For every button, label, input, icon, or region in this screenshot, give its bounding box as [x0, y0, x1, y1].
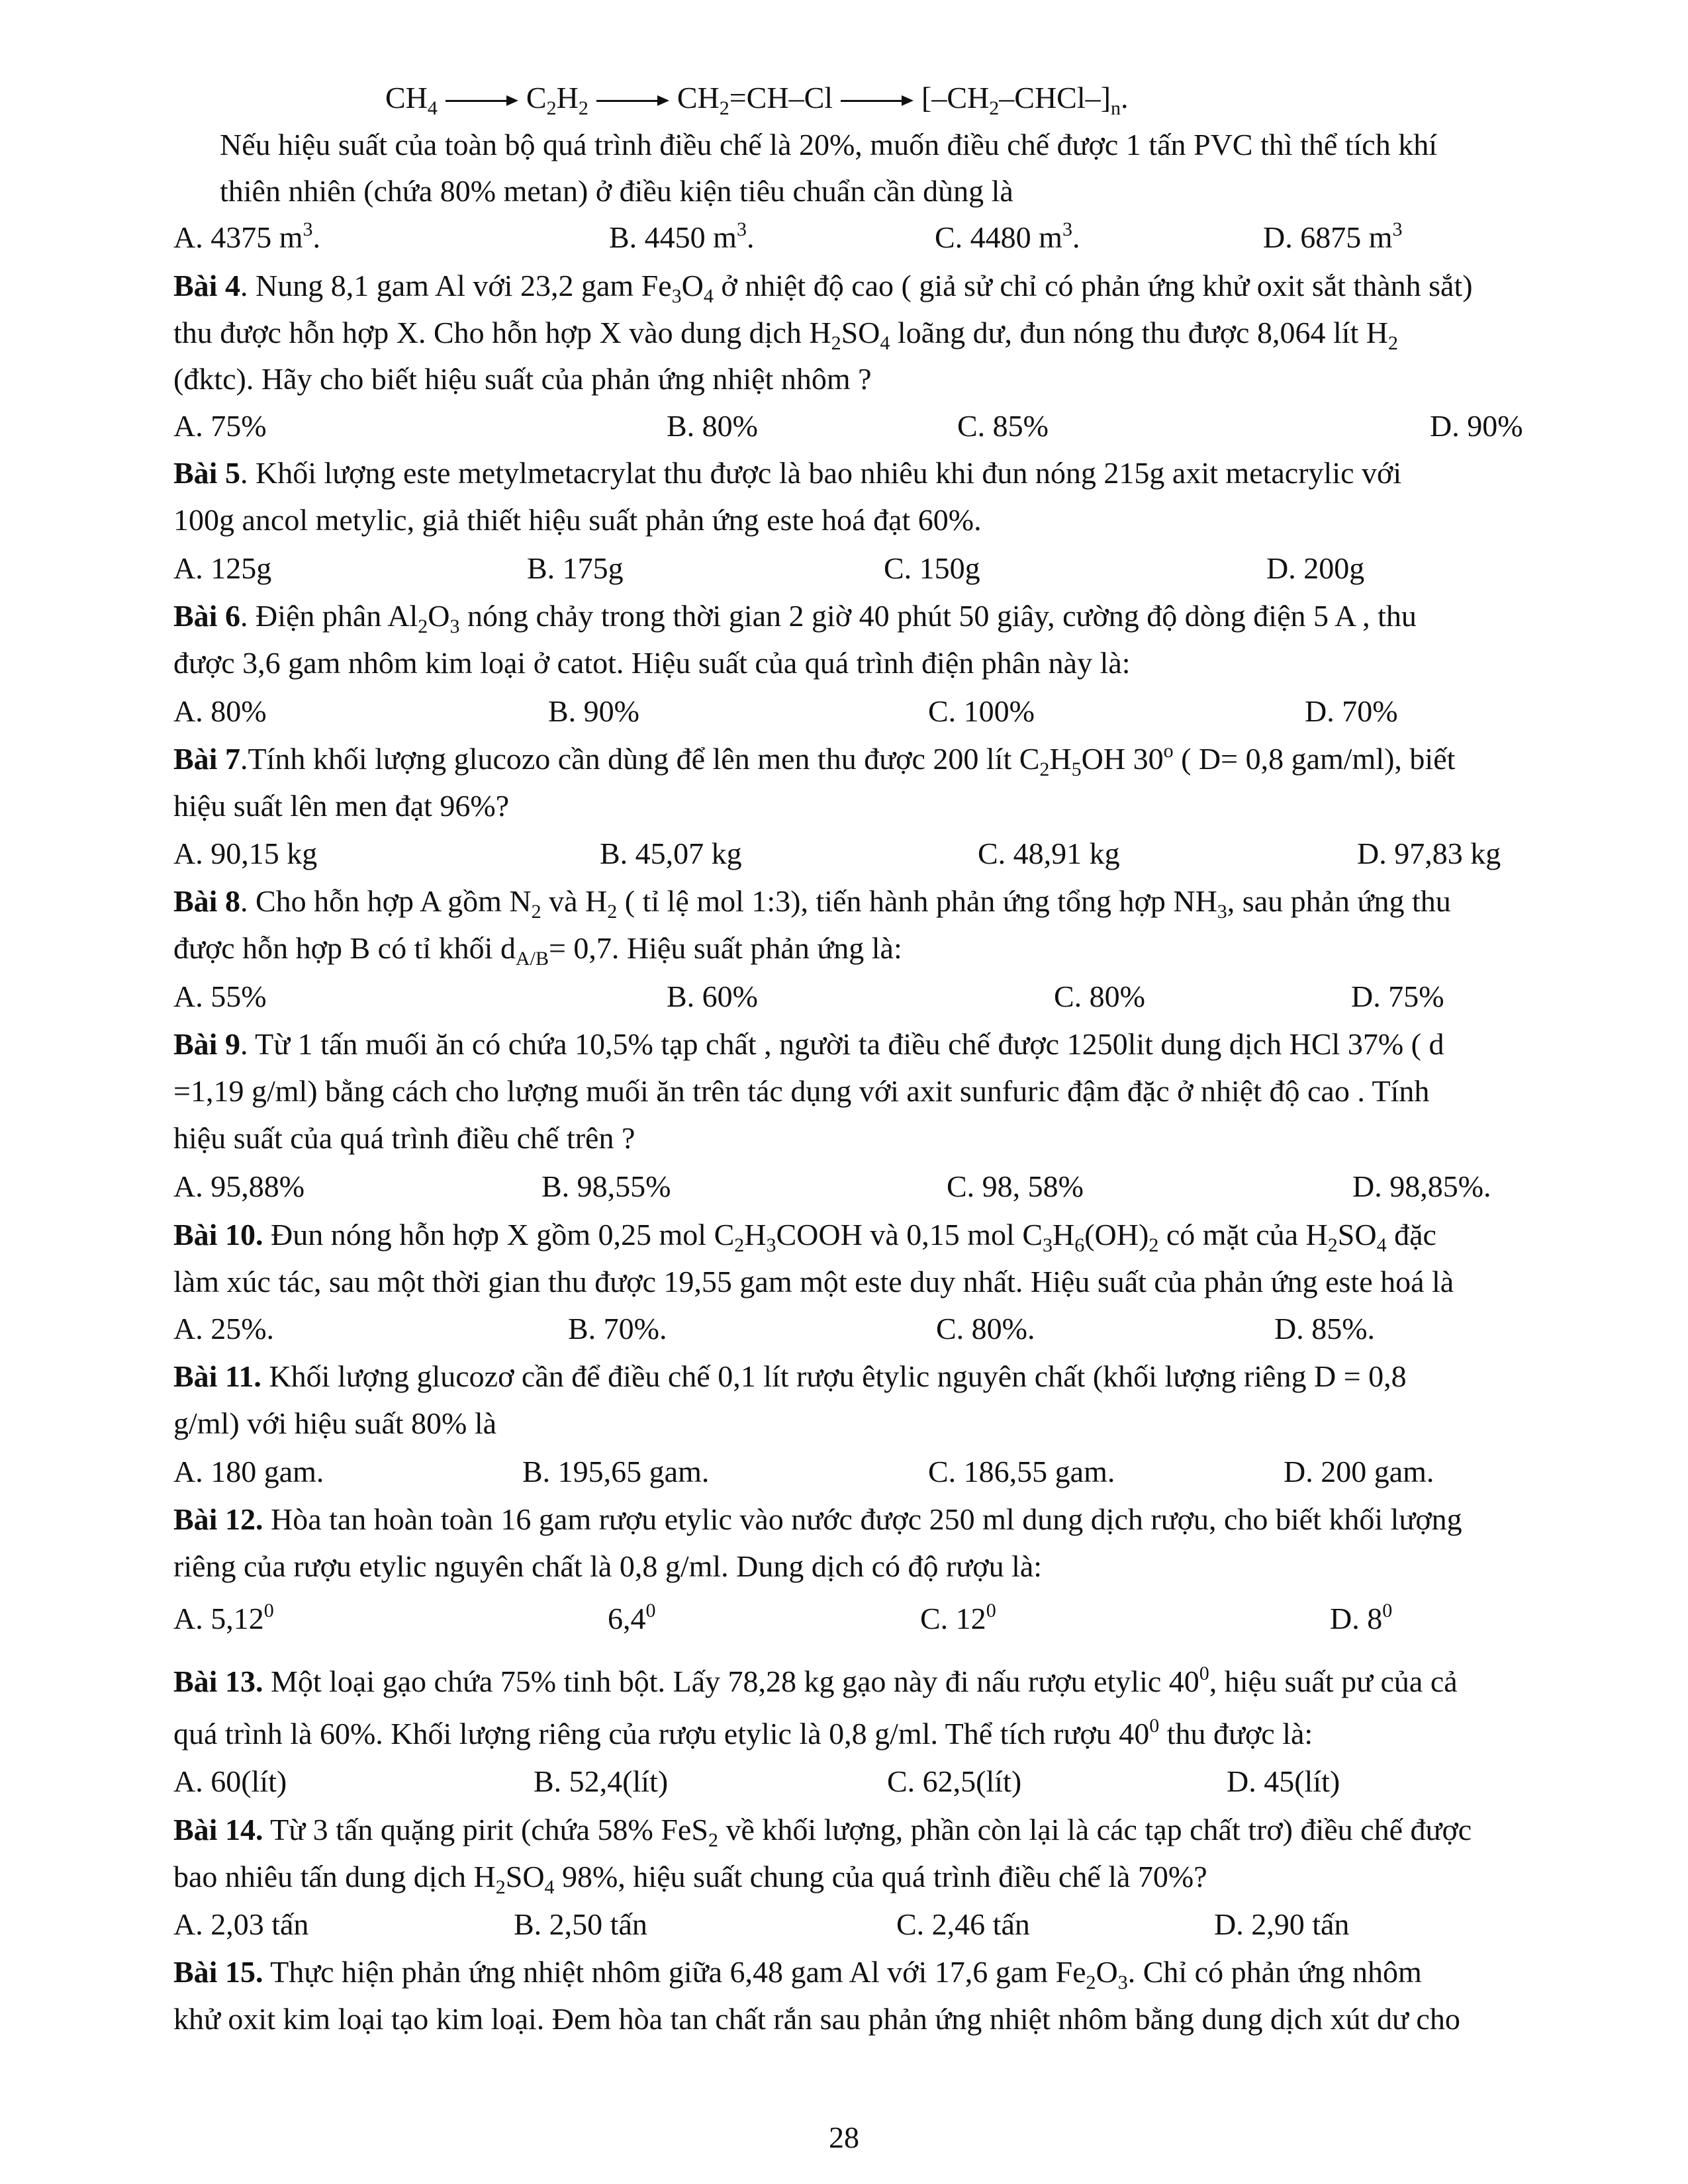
option-b: B. 2,50 tấn: [514, 1907, 647, 1941]
question-number: Bài 9: [173, 1027, 240, 1061]
option-b: B. 45,07 kg: [600, 837, 742, 870]
option-a: A. 125g: [173, 551, 272, 585]
option-d: D. 70%: [1305, 694, 1398, 728]
arrow-icon: [596, 94, 669, 107]
question-text: Bài 4. Nung 8,1 gam Al với 23,2 gam $Fe_3O_4$ ở nhiệt độ cao ( giả sử chỉ có phản ứng khử oxit sắt thành sắt): [173, 269, 1473, 307]
option-a: A. 90,15 kg: [173, 837, 318, 870]
option-c: C. 80%.: [936, 1312, 1035, 1345]
question-number: Bài 8: [173, 884, 240, 918]
question-text: làm xúc tác, sau một thời gian thu được 19,55 gam một este duy nhất. Hiệu suất của phản ứng este hoá là: [173, 1265, 1454, 1298]
question-text: Bài 13. Một loại gạo chứa 75% tinh bột. Lấy 78,28 kg gạo này đi nấu rượu etylic $40^0$, hiệu suất pư của cả: [173, 1662, 1458, 1698]
option-c: C. 80%: [1054, 979, 1145, 1013]
question-text: Bài 11. Khối lượng glucozơ cần để điều chế 0,1 lít rượu êtylic nguyên chất (khối lượng riêng D = 0,8: [173, 1359, 1407, 1393]
question-number: Bài 7: [173, 742, 240, 776]
question-number: Bài 13.: [173, 1664, 263, 1698]
question-text: Bài 10. Đun nóng hỗn hợp X gồm 0,25 mol $C_2H_3COOH$ và 0,15 mol $C_3H_6(OH)_2$ có mặt của $H_2SO_4$ đặc: [173, 1218, 1436, 1256]
question-number: Bài 15.: [173, 1955, 263, 1989]
option-d: D. 200 gam.: [1284, 1455, 1434, 1488]
option-a: A. 80%: [173, 694, 267, 728]
page-number: 28: [829, 2120, 859, 2154]
option-c: C. 98, 58%: [947, 1169, 1084, 1203]
question-number: Bài 12.: [173, 1502, 263, 1536]
option-b: B. 175g: [527, 551, 624, 585]
option-a: A. 55%: [173, 979, 267, 1013]
question-text: khử oxit kim loại tạo kim loại. Đem hòa tan chất rắn sau phản ứng nhiệt nhôm bằng dung dịch xút dư cho: [173, 2002, 1460, 2036]
option-c: C. 100%: [928, 694, 1035, 728]
question-text: được 3,6 gam nhôm kim loại ở catot. Hiệu suất của quá trình điện phân này là:: [173, 646, 1131, 680]
option-a: A. 75%: [173, 409, 267, 443]
question-text: bao nhiêu tấn dung dịch $H_2SO_4$ 98%, hiệu suất chung của quá trình điều chế là 70%?: [173, 1860, 1207, 1898]
question-text: (đktc). Hãy cho biết hiệu suất của phản ứng nhiệt nhôm ?: [173, 362, 872, 396]
question-text: Bài 6. Điện phân $Al_2O_3$ nóng chảy trong thời gian 2 giờ 40 phút 50 giây, cường độ dòng điện 5 A , thu: [173, 599, 1417, 637]
option-b: B. 52,4(lít): [534, 1764, 669, 1798]
option-c: C. $12^0$: [920, 1600, 996, 1635]
question-text: được hỗn hợp B có tỉ khối $d_{A/B}= 0,7$. Hiệu suất phản ứng là:: [173, 931, 902, 970]
option-d: D. 90%: [1430, 409, 1523, 443]
option-b: B. 70%.: [568, 1312, 667, 1345]
option-c: C. 62,5(lít): [887, 1764, 1022, 1798]
option-c: C. 2,46 tấn: [896, 1907, 1030, 1941]
question-text: riêng của rượu etylic nguyên chất là 0,8 g/ml. Dung dịch có độ rượu là:: [173, 1549, 1043, 1583]
reaction-scheme: $CH_4$ $C_2H_2$ $CH_2=CH-Cl$ $[-CH_2-CHCl-]_n$.: [385, 81, 1129, 119]
option-c: C. 150g: [884, 551, 980, 585]
question-text: hiệu suất của quá trình điều chế trên ?: [173, 1121, 635, 1155]
option-a: A. 180 gam.: [173, 1455, 324, 1488]
question-text: g/ml) với hiệu suất 80% là: [173, 1406, 497, 1440]
option-a: A. 60(lít): [173, 1764, 287, 1798]
question-text: Bài 9. Từ 1 tấn muối ăn có chứa 10,5% tạp chất , người ta điều chế được 1250lit dung dịch HCl 37% ( d: [173, 1027, 1444, 1061]
option-b: B. 195,65 gam.: [522, 1455, 710, 1488]
option-c: C. 48,91 kg: [978, 837, 1120, 870]
question-text: quá trình là 60%. Khối lượng riêng của rượu etylic là 0,8 g/ml. Thể tích rượu $40^0$ thu được là:: [173, 1715, 1313, 1751]
question-text: Bài 8. Cho hỗn hợp A gồm $N_2$ và $H_2$ ( tỉ lệ mol 1:3), tiến hành phản ứng tổng hợp $NH_3$, sau phản ứng thu: [173, 884, 1451, 923]
option-d: D. 2,90 tấn: [1214, 1907, 1350, 1941]
option-a: A. 95,88%: [173, 1169, 305, 1203]
option-b: B. 60%: [667, 979, 758, 1013]
option-c: C. 4480 $m^3$.: [935, 218, 1080, 254]
question-text: Nếu hiệu suất của toàn bộ quá trình điều chế là 20%, muốn điều chế được 1 tấn PVC thì thể tích khí: [220, 128, 1437, 161]
option-d: D. 97,83 kg: [1357, 837, 1501, 870]
question-text: Bài 12. Hòa tan hoàn toàn 16 gam rượu etylic vào nước được 250 ml dung dịch rượu, cho biết khối lượng: [173, 1502, 1462, 1536]
question-number: Bài 6: [173, 599, 240, 633]
question-text: Bài 7.Tính khối lượng glucozo cần dùng để lên men thu được 200 lít $C_2H_5OH$ 30$^o$ ( D= 0,8 gam/ml), biết: [173, 740, 1456, 780]
question-text: thiên nhiên (chứa 80% metan) ở điều kiện tiêu chuẩn cần dùng là: [220, 174, 1013, 208]
arrow-icon: [445, 94, 518, 107]
option-d: D. 85%.: [1274, 1312, 1376, 1345]
question-text: Bài 14. Từ 3 tấn quặng pirit (chứa 58% FeS$_2$ về khối lượng, phần còn lại là các tạp chất trơ) điều chế được: [173, 1813, 1472, 1851]
question-text: =1,19 g/ml) bằng cách cho lượng muối ăn trên tác dụng với axit sunfuric đậm đặc ở nhiệt độ cao . Tính: [173, 1074, 1430, 1108]
question-number: Bài 5: [173, 456, 240, 490]
option-b: B. 90%: [548, 694, 639, 728]
option-a: A. 5,12$^0$: [173, 1600, 274, 1635]
question-text: Bài 15. Thực hiện phản ứng nhiệt nhôm giữa 6,48 gam Al với 17,6 gam $Fe_2O_3$. Chỉ có phản ứng nhôm: [173, 1955, 1422, 1993]
option-d: D. 98,85%.: [1352, 1169, 1491, 1203]
option-b: B. 98,55%: [541, 1169, 671, 1203]
option-d: D. 45(lít): [1227, 1764, 1340, 1798]
option-d: D. $8^0$: [1330, 1600, 1393, 1635]
question-number: Bài 10.: [173, 1218, 263, 1251]
question-number: Bài 14.: [173, 1813, 263, 1846]
arrow-icon: [841, 94, 914, 107]
option-c: C. 186,55 gam.: [928, 1455, 1115, 1488]
option-a: A. 2,03 tấn: [173, 1907, 309, 1941]
option-d: D. 6875 $m^3$: [1263, 218, 1403, 254]
option-b: B. 4450 $m^3$.: [609, 218, 755, 254]
option-b: B. 80%: [667, 409, 758, 443]
option-d: D. 200g: [1266, 551, 1365, 585]
question-text: Bài 5. Khối lượng este metylmetacrylat thu được là bao nhiêu khi đun nóng 215g axit metacrylic với: [173, 456, 1402, 490]
option-a: A. 4375 $m^3$.: [173, 218, 320, 254]
option-d: D. 75%: [1351, 979, 1444, 1013]
question-text: hiệu suất lên men đạt 96%?: [173, 789, 510, 823]
question-number: Bài 4: [173, 269, 240, 302]
question-number: Bài 11.: [173, 1359, 261, 1393]
question-text: 100g ancol metylic, giả thiết hiệu suất phản ứng este hoá đạt 60%.: [173, 503, 982, 537]
option-b: $6,4^0$: [608, 1600, 656, 1635]
option-a: A. 25%.: [173, 1312, 275, 1345]
option-c: C. 85%: [957, 409, 1049, 443]
question-text: thu được hỗn hợp X. Cho hỗn hợp X vào dung dịch $H_2SO_4$ loãng dư, đun nóng thu được 8,064 lít $H_2$: [173, 316, 1399, 354]
